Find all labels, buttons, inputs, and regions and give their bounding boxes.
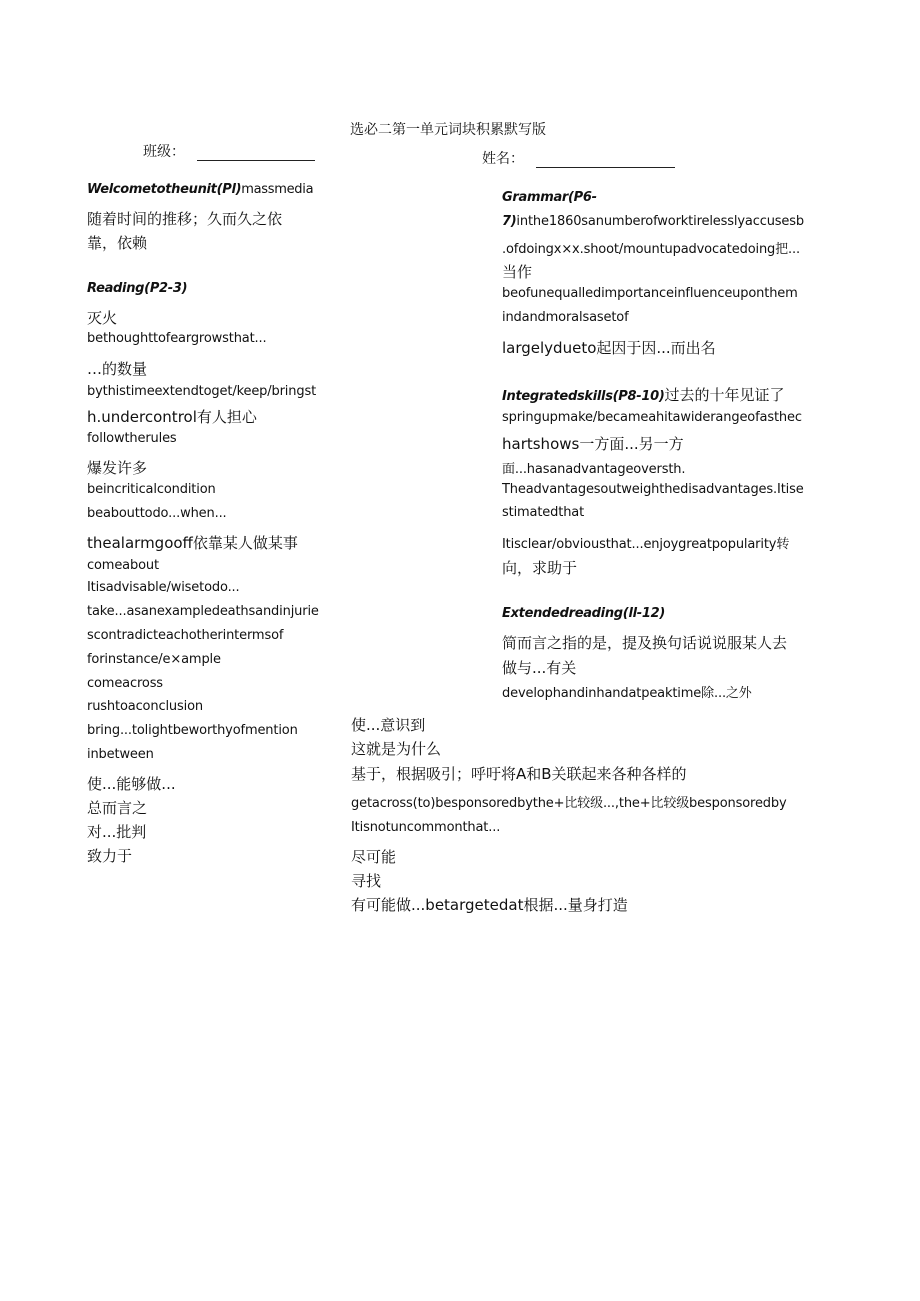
vocab-line: inbetween xyxy=(87,747,154,762)
vocab-line: 灭火 xyxy=(87,309,118,327)
vocab-line: 基于，根据吸引；呼吁将A和B关联起来各种各样的 xyxy=(351,765,687,783)
vocab-line: 尽可能 xyxy=(351,848,397,866)
vocab-line: Theadvantagesoutweighthedisadvantages.Itise xyxy=(502,482,804,497)
name-blank[interactable] xyxy=(536,153,675,168)
name-label: 姓名： xyxy=(482,151,524,167)
vocab-line: 有可能做...betargetedat根据...量身打造 xyxy=(351,896,628,914)
heading-rest-text: 过去的十年见证了 xyxy=(664,386,785,404)
vocab-line: 这就是为什么 xyxy=(351,740,442,758)
vocab-line: springupmake/becameahitawiderangeofasthec xyxy=(502,410,802,425)
vocab-line: Itisnotuncommonthat... xyxy=(351,820,501,835)
class-blank[interactable] xyxy=(197,146,315,161)
vocab-line: 当作 xyxy=(502,263,533,281)
vocab-line: thealarmgooff依靠某人做某事 xyxy=(87,534,298,552)
vocab-line: 简而言之指的是，提及换句话说说服某人去 xyxy=(502,634,788,652)
section-heading-reading: Reading(P2-3) xyxy=(87,281,188,296)
vocab-line: h.undercontrol有人担心 xyxy=(87,408,257,426)
vocab-line: 致力于 xyxy=(87,847,133,865)
vocab-line: take...asanexampledeathsandinjurie xyxy=(87,604,319,619)
vocab-line: followtherules xyxy=(87,431,177,446)
vocab-line: scontradicteachotherintermsof xyxy=(87,628,284,643)
vocab-line: 对...批判 xyxy=(87,823,147,841)
vocab-line: bethoughttofeargrowsthat... xyxy=(87,331,267,346)
vocab-line: beofunequalledimportanceinfluenceuponthem xyxy=(502,286,798,301)
vocab-line: 总而言之 xyxy=(87,799,148,817)
page-title: 选必二第一单元词块积累默写版 xyxy=(350,122,546,138)
vocab-line: stimatedthat xyxy=(502,505,585,520)
vocab-line: comeabout xyxy=(87,558,159,573)
vocab-line: 面...hasanadvantageoversth. xyxy=(502,462,686,477)
vocab-line: 爆发许多 xyxy=(87,459,148,477)
vocab-line: 使...能够做... xyxy=(87,775,176,793)
heading-rest-text: massmedia xyxy=(241,182,314,197)
vocab-line: 靠，依赖 xyxy=(87,234,148,252)
heading-text: 7) xyxy=(502,214,517,229)
vocab-line: rushtoaconclusion xyxy=(87,699,203,714)
heading-text: Welcometotheunit(Pl) xyxy=(87,182,242,197)
vocab-line: Itisclear/obviousthat...enjoygreatpopularity转 xyxy=(502,537,790,552)
section-heading-grammar: Grammar(P6- xyxy=(502,190,597,205)
vocab-line: 寻找 xyxy=(351,872,382,890)
name-field xyxy=(482,148,675,168)
vocab-line: 向，求助于 xyxy=(502,559,578,577)
vocab-line: bring...tolightbeworthyofmention xyxy=(87,723,298,738)
vocab-line: beabouttodo...when... xyxy=(87,506,227,521)
vocab-line: …的数量 xyxy=(87,360,148,378)
vocab-line: beincriticalcondition xyxy=(87,482,216,497)
vocab-line: 随着时间的推移；久而久之依 xyxy=(87,210,283,228)
section-heading-integrated-skills xyxy=(502,384,785,405)
section-heading-extended-reading: Extendedreading(ll-12) xyxy=(502,606,665,621)
class-label: 班级： xyxy=(143,144,185,160)
vocab-line: 做与...有关 xyxy=(502,659,577,677)
vocab-line xyxy=(502,214,804,229)
vocab-line: .ofdoingx×x.shoot/mountupadvocatedoing把... xyxy=(502,242,800,257)
vocab-line: 使...意识到 xyxy=(351,716,426,734)
vocab-line: develophandinhandatpeaktime除...之外 xyxy=(502,686,752,701)
vocab-line: indandmoralsasetof xyxy=(502,310,629,325)
vocab-line: bythistimeextendtoget/keep/bringst xyxy=(87,384,317,399)
vocab-text: inthe1860sanumberofworktirelesslyaccusesb xyxy=(516,214,804,229)
vocab-line: largelydueto起因于因...而出名 xyxy=(502,339,716,357)
heading-text: Integratedskills(P8-10) xyxy=(502,389,665,404)
vocab-line: comeacross xyxy=(87,676,163,691)
vocab-line: forinstance/e×ample xyxy=(87,652,221,667)
section-heading-welcome xyxy=(87,182,313,197)
class-field xyxy=(143,141,315,161)
vocab-line: getacross(to)besponsoredbythe+比较级...,the+比较级besponsoredby xyxy=(351,796,787,811)
vocab-line: Itisadvisable/wisetodo... xyxy=(87,580,240,595)
vocab-line: hartshows一方面...另一方 xyxy=(502,435,684,453)
